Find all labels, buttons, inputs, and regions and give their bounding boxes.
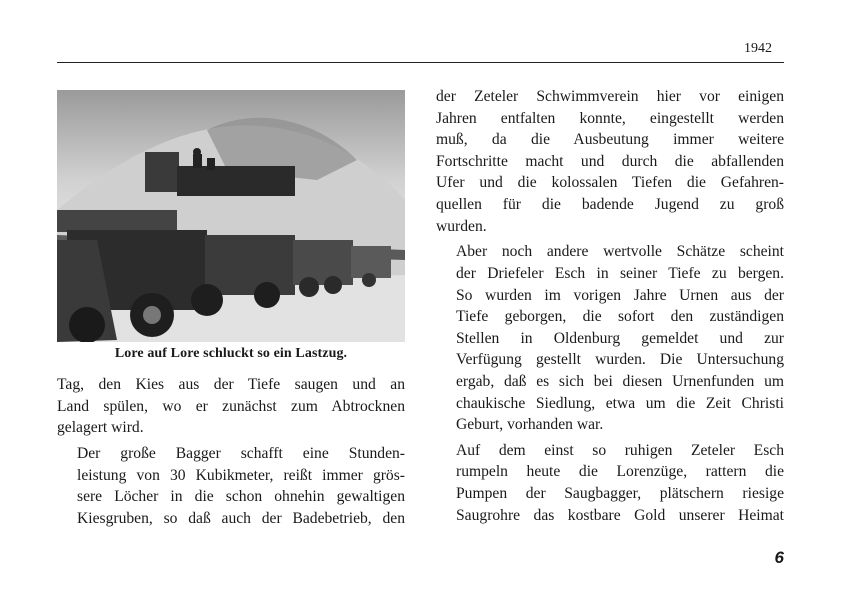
text-line: gelagert wird. xyxy=(57,419,144,437)
text-line: der Zeteler Schwimmverein hier vor einigen xyxy=(436,88,784,105)
text-line: ergab, daß es sich bei diesen Urnenfunden um xyxy=(456,372,784,390)
left-text-column xyxy=(57,374,405,529)
text-line: Land spülen, wo er zunächst zum Abtrocknen xyxy=(57,397,405,415)
text-line: Stellen in Oldenburg gemeldet und zur xyxy=(456,329,784,347)
page-number: 6 xyxy=(774,548,784,567)
text-line: Verfügung gestellt wurden. Die Untersuchung xyxy=(456,351,784,369)
text-line: chaukische Siedlung, etwa um die Zeit Christi xyxy=(456,394,784,412)
text-line: Aber noch andere wertvolle Schätze scheint xyxy=(456,243,784,261)
right-text-column xyxy=(436,86,784,526)
text-line: Jahren entfalten konnte, eingestellt werden xyxy=(436,109,784,127)
text-line: Saugrohre das kostbare Gold unserer Heimat xyxy=(456,506,784,524)
text-line: So wurden im vorigen Jahre Urnen aus der xyxy=(456,286,784,304)
text-line: sere Löcher in die schon ohnehin gewaltigen xyxy=(77,488,405,506)
paragraph xyxy=(57,443,405,529)
text-line: Auf dem einst so ruhigen Zeteler Esch xyxy=(456,441,784,459)
text-line: quellen für die badende Jugend zu groß xyxy=(436,195,784,213)
lorry-train-photo xyxy=(57,90,405,342)
header-rule xyxy=(57,62,784,63)
text-line: rumpeln heute die Lorenzüge, rattern die xyxy=(456,463,784,481)
text-line: Fortschritte macht und durch die abfallenden xyxy=(436,152,784,170)
paragraph xyxy=(57,374,405,439)
text-line: Kiesgruben, so daß auch der Badebetrieb, den xyxy=(77,509,405,527)
paragraph xyxy=(436,241,784,435)
photo-caption: Lore auf Lore schluckt so ein Lastzug. xyxy=(114,346,348,361)
paragraph xyxy=(436,440,784,526)
paragraph xyxy=(436,86,784,237)
text-line: Der große Bagger schafft eine Stunden- xyxy=(77,444,405,462)
text-line: Geburt, vorhanden war. xyxy=(456,416,604,434)
text-line: Tiefe geborgen, die sofort den zuständigen xyxy=(456,308,784,326)
text-line: Ufer und die kolossalen Tiefen die Gefahren- xyxy=(436,174,784,192)
text-line: Pumpen der Saugbagger, plätschern riesige xyxy=(456,485,784,503)
text-line: leistung von 30 Kubikmeter, reißt immer grös- xyxy=(77,466,405,484)
text-line: Tag, den Kies aus der Tiefe saugen und an xyxy=(57,376,405,393)
text-line: wurden. xyxy=(436,217,487,235)
header-year: 1942 xyxy=(744,41,772,56)
text-line: muß, da die Ausbeutung immer weitere xyxy=(436,131,784,149)
text-line: der Driefeler Esch in seiner Tiefe zu bergen. xyxy=(456,264,784,282)
